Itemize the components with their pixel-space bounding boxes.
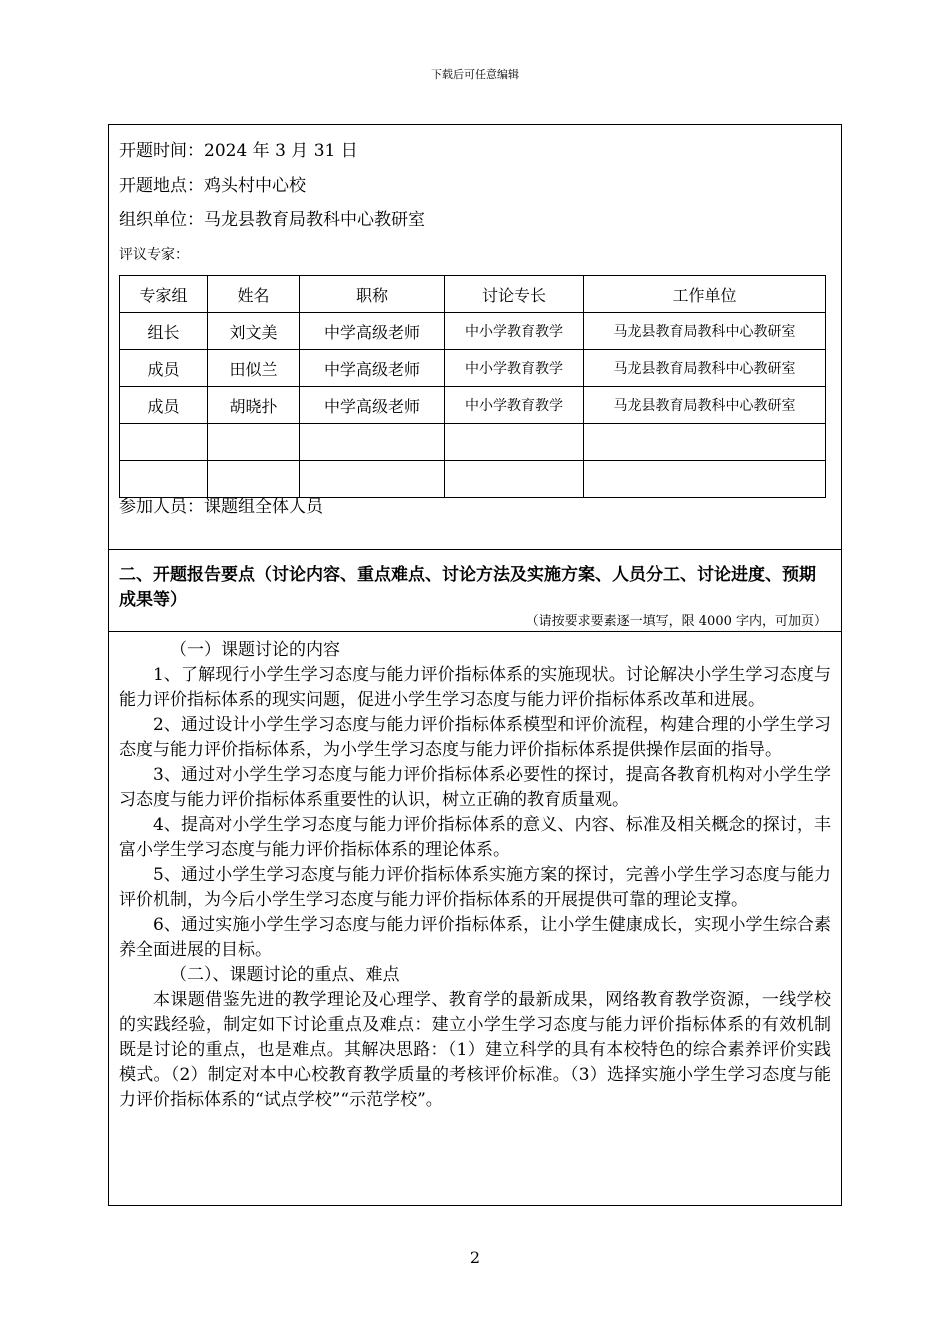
table-cell: 中小学教育教学 (445, 350, 584, 387)
paragraph: 5、通过小学生学习态度与能力评价指标体系实施方案的探讨，完善小学生学习态度与能力评价机制，为今后小学生学习态度与能力评价指标体系的开展提供可靠的理论支撑。 (119, 865, 831, 910)
table-cell: 中小学教育教学 (445, 387, 584, 424)
paragraph: 3、通过对小学生学习态度与能力评价指标体系必要性的探讨，提高各教育机构对小学生学习态度与能力评价指标体系重要性的认识，树立正确的教育质量观。 (119, 765, 831, 810)
subheading-content: （一）课题讨论的内容 (170, 640, 340, 660)
table-cell: 组长 (120, 313, 208, 350)
subheading-key-points: （二）、课题讨论的重点、难点 (170, 965, 400, 985)
report-form (108, 124, 842, 1206)
table-cell (445, 461, 584, 498)
paragraph: 2、通过设计小学生学习态度与能力评价指标体系模型和评价流程，构建合理的小学生学习态度与能力评价指标体系，为小学生学习态度与能力评价指标体系提供操作层面的指导。 (119, 715, 831, 760)
table-row (120, 313, 826, 350)
paragraph: 本课题借鉴先进的教学理论及心理学、教育学的最新成果，网络教育教学资源，一线学校的实践经验，制定如下讨论重点及难点：建立小学生学习态度与能力评价指标体系的有效机制既是讨论的重点，也是难点。其解决思路：（1）建立科学的具有本校特色的综合素养评价实践模式。（2）制定对本中心校教育教学质量的考核评价标准。（3）选择实施小学生学习态度与能力评价指标体系的“试点学校”“示范学校”。 (119, 990, 831, 1110)
table-cell: 成员 (120, 387, 208, 424)
section2-title: 二、开题报告要点（讨论内容、重点难点、讨论方法及实施方案、人员分工、讨论进度、预期成果等） (119, 565, 816, 610)
table-cell (120, 461, 208, 498)
report-body (109, 632, 841, 1113)
table-cell: 成员 (120, 350, 208, 387)
meeting-info-section (109, 125, 841, 550)
experts-table (119, 275, 826, 498)
table-cell (584, 461, 826, 498)
table-row (120, 387, 826, 424)
table-cell: 中学高级老师 (300, 350, 445, 387)
table-cell: 中小学教育教学 (445, 313, 584, 350)
header-cell: 专家组 (120, 276, 208, 313)
participants: 参加人员：课题组全体人员 (119, 497, 323, 517)
experts-label: 评议专家： (119, 247, 189, 263)
table-row (120, 424, 826, 461)
table-cell: 中学高级老师 (300, 387, 445, 424)
header-cell: 职称 (300, 276, 445, 313)
table-cell (120, 424, 208, 461)
organizing-unit: 组织单位：马龙县教育局教科中心教研室 (119, 210, 425, 230)
table-cell: 马龙县教育局教科中心教研室 (584, 387, 826, 424)
table-cell (208, 424, 300, 461)
header-cell: 姓名 (208, 276, 300, 313)
table-row (120, 350, 826, 387)
table-cell: 胡晓扑 (208, 387, 300, 424)
section2-header (109, 550, 841, 632)
header-cell: 讨论专长 (445, 276, 584, 313)
table-cell: 刘文美 (208, 313, 300, 350)
table-cell (208, 461, 300, 498)
meeting-place: 开题地点：鸡头村中心校 (119, 176, 306, 196)
section2-note: （请按要求要素逐一填写，限 4000 字内，可加页） (525, 614, 827, 629)
table-cell: 中学高级老师 (300, 313, 445, 350)
table-cell (445, 424, 584, 461)
paragraph: 1、了解现行小学生学习态度与能力评价指标体系的实施现状。讨论解决小学生学习态度与能力评价指标体系的现实问题，促进小学生学习态度与能力评价指标体系改革和进展。 (119, 665, 831, 710)
table-cell (584, 424, 826, 461)
page-number: 2 (469, 1248, 481, 1267)
meeting-time: 开题时间：2024 年 3 月 31 日 (119, 141, 358, 161)
paragraph: 6、通过实施小学生学习态度与能力评价指标体系，让小学生健康成长，实现小学生综合素养全面进展的目标。 (119, 915, 831, 960)
table-header-row (120, 276, 826, 313)
table-cell: 马龙县教育局教科中心教研室 (584, 350, 826, 387)
paragraph: 4、提高对小学生学习态度与能力评价指标体系的意义、内容、标准及相关概念的探讨，丰富小学生学习态度与能力评价指标体系的理论体系。 (119, 815, 831, 860)
table-cell (300, 461, 445, 498)
header-cell: 工作单位 (584, 276, 826, 313)
page-header: 下载后可任意编辑 (431, 68, 519, 81)
table-cell: 马龙县教育局教科中心教研室 (584, 313, 826, 350)
table-row (120, 461, 826, 498)
table-cell (300, 424, 445, 461)
table-cell: 田似兰 (208, 350, 300, 387)
